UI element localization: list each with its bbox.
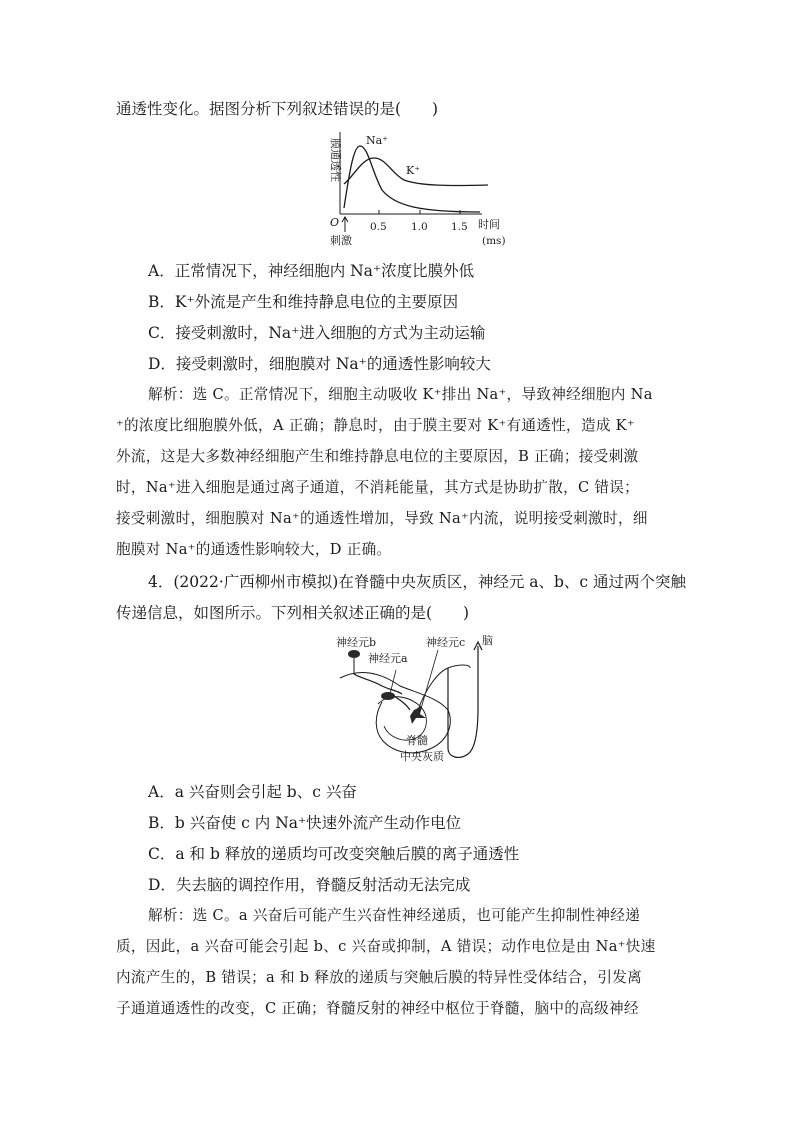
q4-option-d: D．失去脑的调控作用，脊髓反射活动无法完成	[148, 876, 471, 894]
q4-stem-line: 4．(2022·广西柳州市模拟)在脊髓中央灰质区，神经元 a、b、c 通过两个突触	[148, 573, 687, 591]
neuron-b-body	[348, 650, 360, 658]
intro-line: 通透性变化。据图分析下列叙述错误的是( )	[116, 100, 439, 118]
q3-option-b: B．K⁺外流是产生和维持静息电位的主要原因	[148, 293, 459, 311]
q4-stem-line: 传递信息，如图所示。下列相关叙述正确的是( )	[116, 604, 470, 622]
na-label: Na⁺	[366, 134, 388, 147]
q4-option-a: A．a 兴奋则会引起 b、c 兴奋	[148, 783, 357, 801]
q3-option-d: D．接受刺激时，细胞膜对 Na⁺的通透性影响较大	[148, 355, 491, 373]
neuron-b-axon	[354, 674, 402, 694]
q4-analysis-line: 内流产生的，B 错误；a 和 b 释放的递质与突触后膜的特异性受体结合，引发离	[116, 969, 643, 986]
neuron-a-axon	[394, 696, 410, 710]
stimulus-label: 刺激	[330, 234, 352, 247]
region-label-2: 中央灰质	[400, 750, 444, 763]
spinal-outline	[340, 672, 450, 752]
x-axis-unit: (ms)	[482, 235, 506, 247]
q4-option-c: C．a 和 b 释放的递质均可改变突触后膜的离子通透性	[148, 845, 520, 863]
q3-option-c: C．接受刺激时，Na⁺进入细胞的方式为主动运输	[148, 324, 486, 342]
q3-analysis-line: ⁺的浓度比细胞膜外低，A 正确；静息时，由于膜主要对 K⁺有通透性，造成 K⁺	[116, 417, 635, 434]
q3-analysis-line: 时，Na⁺进入细胞是通过离子通道，不消耗能量，其方式是协助扩散，C 错误；	[116, 479, 640, 496]
spinal-neuron-diagram	[330, 628, 500, 770]
region-label-1: 脊髓	[406, 734, 428, 747]
neuron-c-axon	[418, 665, 470, 710]
q3-analysis-line: 胞膜对 Na⁺的通透性影响较大，D 正确。	[116, 541, 392, 558]
neuron-c-label: 神经元c	[426, 636, 466, 649]
tick-label-1-5: 1.5	[451, 221, 468, 233]
q4-analysis-line: 质，因此，a 兴奋可能会引起 b、c 兴奋或抑制，A 错误；动作电位是由 Na⁺快速	[116, 938, 656, 955]
k-label: K⁺	[406, 164, 421, 177]
permeability-graph	[300, 128, 520, 248]
pointer-c	[420, 650, 438, 712]
origin-label: O	[330, 216, 340, 229]
ascending-tract	[448, 646, 478, 757]
x-axis-label: 时间	[478, 218, 500, 231]
tick-label-1-0: 1.0	[411, 221, 428, 233]
q3-option-a: A．正常情况下，神经细胞内 Na⁺浓度比膜外低	[148, 262, 475, 280]
na-curve	[344, 146, 480, 212]
neuron-a-label: 神经元a	[368, 652, 408, 665]
neuron-b-label: 神经元b	[336, 636, 377, 649]
q3-analysis-line: 接受刺激时，细胞膜对 Na⁺的通透性增加，导致 Na⁺内流，说明接受刺激时，细	[116, 510, 648, 527]
tick-label-0-5: 0.5	[370, 221, 387, 233]
q3-analysis-line: 外流，这是大多数神经细胞产生和维持静息电位的主要原因，B 正确；接受刺激	[116, 448, 639, 465]
brain-label: 脑	[482, 634, 493, 647]
q3-analysis-line: 解析：选 C。正常情况下，细胞主动吸收 K⁺排出 Na⁺，导致神经细胞内 Na	[148, 386, 653, 403]
y-axis-label: 膜通透性	[329, 138, 342, 182]
q4-analysis-line: 解析：选 C。a 兴奋后可能产生兴奋性神经递质，也可能产生抑制性神经递	[148, 907, 641, 924]
q4-analysis-line: 子通道通透性的改变，C 正确；脊髓反射的神经中枢位于脊髓，脑中的高级神经	[116, 1000, 639, 1017]
q4-option-b: B．b 兴奋使 c 内 Na⁺快速外流产生动作电位	[148, 814, 462, 832]
neuron-a-body	[381, 692, 395, 700]
